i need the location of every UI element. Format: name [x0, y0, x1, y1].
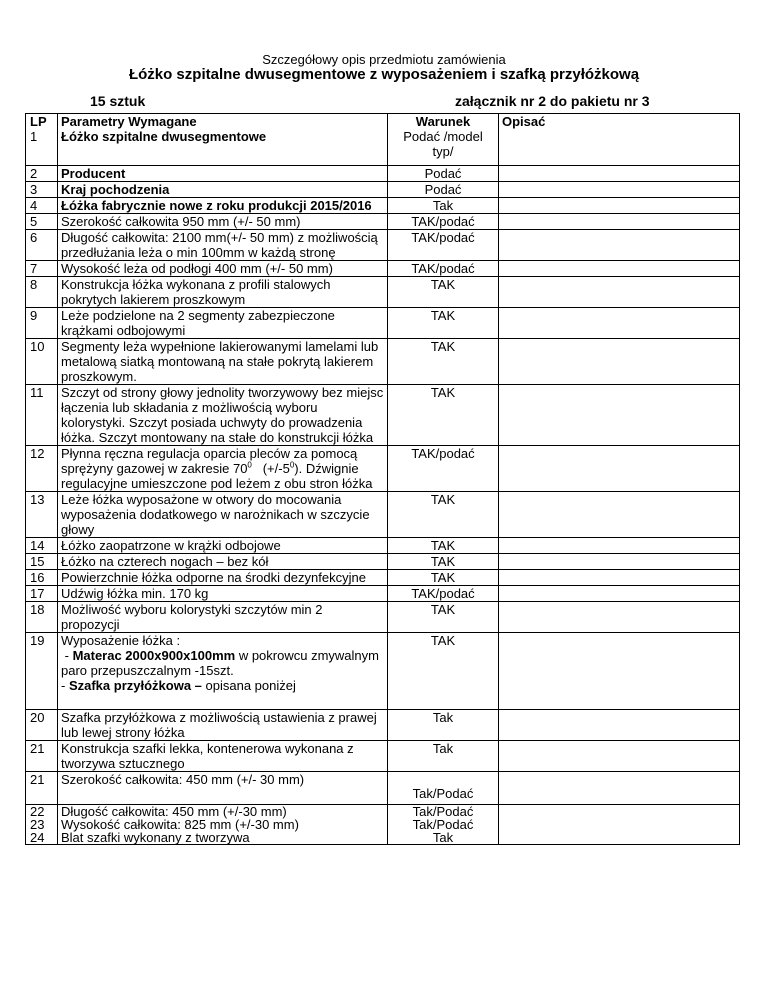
table-row: 9 Leże podzielone na 2 segmenty zabezpieczone krążkami odbojowymi TAK	[26, 308, 740, 339]
table-row: 8 Konstrukcja łóżka wykonana z profili stalowych pokrytych lakierem proszkowym TAK	[26, 277, 740, 308]
description-cell[interactable]	[499, 277, 740, 308]
table-row: 22 23 24 Długość całkowita: 450 mm (+/-30 mm) Wysokość całkowita: 825 mm (+/-30 mm) Blat szafki wykonany z tworzywa Tak/Podać Tak/Podać Tak	[26, 805, 740, 845]
table-row: 20 Szafka przyłóżkowa z możliwością ustawienia z prawej lub lewej strony łóżka Tak	[26, 710, 740, 741]
description-cell[interactable]	[499, 805, 740, 845]
header-params: Parametry Wymagane Łóżko szpitalne dwusegmentowe	[58, 114, 388, 166]
table-row: 21 Konstrukcja szafki lekka, kontenerowa wykonana z tworzywa sztucznego Tak	[26, 741, 740, 772]
description-cell[interactable]	[499, 538, 740, 554]
header-description: Opisać	[499, 114, 740, 166]
table-row: 14 Łóżko zaopatrzone w krążki odbojowe TAK	[26, 538, 740, 554]
description-cell[interactable]	[499, 182, 740, 198]
description-cell[interactable]	[499, 602, 740, 633]
description-cell[interactable]	[499, 446, 740, 492]
table-row: 12 Płynna ręczna regulacja oparcia pleców za pomocą sprężyny gazowej w zakresie $70^0$ $(+/-5^0)$. Dźwignie regulacyjne umieszczone pod leżem z obu stron łóżka TAK/podać	[26, 446, 740, 492]
table-row: 16 Powierzchnie łóżka odporne na środki dezynfekcyjne TAK	[26, 570, 740, 586]
table-row: 21 Szerokość całkowita: 450 mm (+/- 30 mm) Tak/Podać	[26, 772, 740, 805]
specification-table	[25, 113, 740, 845]
description-cell[interactable]	[499, 772, 740, 805]
table-row: 10 Segmenty leża wypełnione lakierowanymi lamelami lub metalową siatką montowaną na stałe pokrytą lakierem proszkowym. TAK	[26, 339, 740, 385]
description-cell[interactable]	[499, 166, 740, 182]
description-cell[interactable]	[499, 633, 740, 710]
description-cell[interactable]	[499, 308, 740, 339]
table-row: 19 Wyposażenie łóżka : - Materac 2000x900x100mm w pokrowcu zmywalnym paro przepuszczalnym -15szt. - Szafka przyłóżkowa – opisana poniżej TAK	[26, 633, 740, 710]
document-subtitle: Szczegółowy opis przedmiotu zamówienia	[262, 52, 506, 67]
table-row: 18 Możliwość wyboru kolorystyki szczytów min 2 propozycji TAK	[26, 602, 740, 633]
table-row: 15 Łóżko na czterech nogach – bez kół TAK	[26, 554, 740, 570]
document-title: Łóżko szpitalne dwusegmentowe z wyposażeniem i szafką przyłóżkową	[128, 66, 640, 83]
description-cell[interactable]	[499, 741, 740, 772]
header-lp: LP 1	[26, 114, 58, 166]
description-cell[interactable]	[499, 710, 740, 741]
quantity-label: 15 sztuk	[90, 93, 146, 109]
description-cell[interactable]	[499, 385, 740, 446]
table-row: 13 Leże łóżka wyposażone w otwory do mocowania wyposażenia dodatkowego w narożnikach w szczycie głowy TAK	[26, 492, 740, 538]
description-cell[interactable]	[499, 261, 740, 277]
table-header-row	[26, 114, 740, 166]
description-cell[interactable]	[499, 214, 740, 230]
table-row: 3 Kraj pochodzenia Podać	[26, 182, 740, 198]
description-cell[interactable]	[499, 198, 740, 214]
description-cell[interactable]	[499, 492, 740, 538]
table-row: 2 Producent Podać	[26, 166, 740, 182]
table-row: 6 Długość całkowita: 2100 mm(+/- 50 mm) z możliwością przedłużania leża o min 100mm w każdą stronę TAK/podać	[26, 230, 740, 261]
description-cell[interactable]	[499, 586, 740, 602]
table-row: 17 Udźwig łóżka min. 170 kg TAK/podać	[26, 586, 740, 602]
description-cell[interactable]	[499, 230, 740, 261]
table-row: 5 Szerokość całkowita 950 mm (+/- 50 mm) TAK/podać	[26, 214, 740, 230]
table-row: 7 Wysokość leża od podłogi 400 mm (+/- 50 mm) TAK/podać	[26, 261, 740, 277]
header-condition: Warunek Podać /model typ/	[388, 114, 499, 166]
description-cell[interactable]	[499, 339, 740, 385]
description-cell[interactable]	[499, 554, 740, 570]
table-row: 11 Szczyt od strony głowy jednolity tworzywowy bez miejsc łączenia lub składania z możliwością wyboru kolorystyki. Szczyt posiada uchwyty do prowadzenia łóżka. Szczyt montowany na stałe do konstrukcji łóżka TAK	[26, 385, 740, 446]
table-row: 4 Łóżka fabrycznie nowe z roku produkcji 2015/2016 Tak	[26, 198, 740, 214]
annex-label: załącznik nr 2 do pakietu nr 3	[455, 93, 650, 109]
description-cell[interactable]	[499, 570, 740, 586]
